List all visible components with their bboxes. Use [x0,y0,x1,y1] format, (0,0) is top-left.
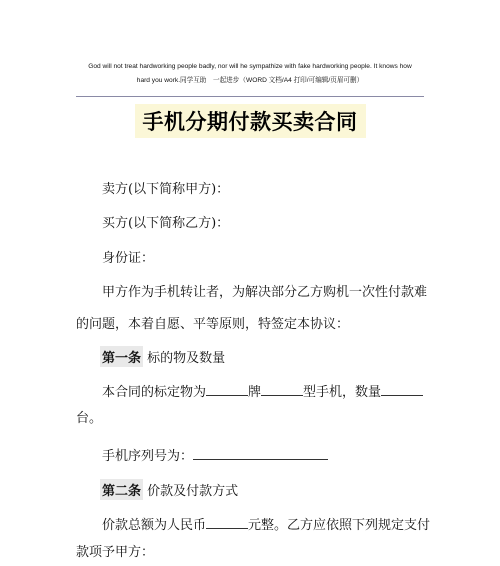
serial-blank [193,447,328,460]
id-line: 身份证： [102,251,155,266]
title-block [0,104,500,138]
article-1-heading [100,346,225,367]
page-header [60,60,440,88]
subject-text-b: 牌 [248,385,262,400]
intro-line-2: 的问题，本着自愿、平等原则，特签定本协议： [76,317,350,332]
amount-blank [206,516,248,529]
article-1-tag: 第一条 [100,346,143,367]
article-2-heading [100,479,238,500]
header-divider [76,96,424,97]
article-1-title: 标的物及数量 [143,351,226,366]
seller-line: 卖方(以下简称甲方)： [102,182,230,197]
quantity-blank [381,383,423,396]
brand-blank [206,383,248,396]
serial-label: 手机序列号为： [102,449,194,464]
header-line-2: hard you work.同学互助 一起进步（WORD 文档/A4 打印/可编辑/页眉可删） [136,77,364,84]
subject-line-2: 台。 [76,411,103,426]
document-title: 手机分期付款买卖合同 [135,104,366,138]
serial-line [102,445,328,464]
article-2-title: 价款及付款方式 [143,484,239,499]
price-line-2: 款项予甲方： [76,545,155,560]
price-line [102,514,430,533]
article-2-tag: 第二条 [100,479,143,500]
intro-line-1: 甲方作为手机转让者，为解决部分乙方购机一次性付款难 [102,285,428,300]
buyer-line: 买方(以下简称乙方)： [102,216,230,231]
subject-text-c: 型手机，数量 [303,385,382,400]
model-blank [261,383,303,396]
price-text-a: 价款总额为人民币 [102,518,207,533]
subject-text-a: 本合同的标定物为 [102,385,207,400]
subject-line [102,381,423,400]
price-text-b: 元整。乙方应依照下列规定支付 [248,518,431,533]
header-line-1: God will not treat hardworking people badly, nor will he sympathize with fake hardworking people. It knows how [88,63,412,70]
